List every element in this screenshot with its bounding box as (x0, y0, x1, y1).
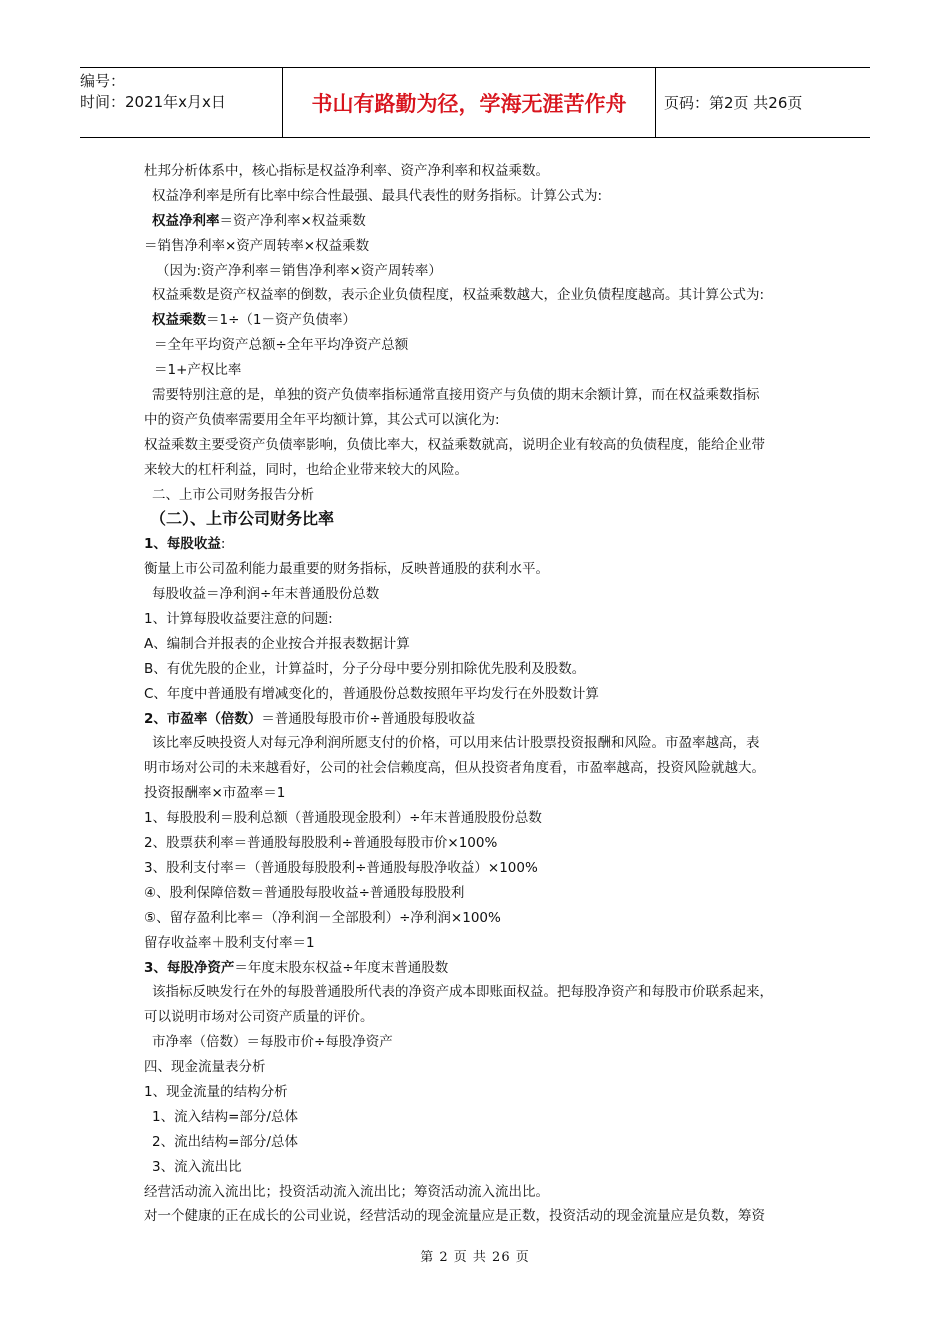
page-header (80, 67, 870, 138)
line-text: 1、流入结构=部分/总体 (152, 1108, 298, 1125)
text-line (144, 731, 814, 756)
text-line (144, 209, 814, 234)
text-line (144, 980, 814, 1005)
text-line (144, 1130, 814, 1155)
document-number-label: 编号： (80, 72, 126, 90)
line-text: ＝1+产权比率 (154, 362, 242, 379)
text-line (144, 1080, 814, 1105)
line-text: 1、计算每股收益要注意的问题: (144, 611, 333, 628)
line-text: ④、股利保障倍数＝普通股每股收益÷普通股每股股利 (144, 884, 465, 901)
line-text: 权益净利率是所有比率中综合性最强、最具代表性的财务指标。计算公式为: (152, 187, 603, 204)
text-line (144, 781, 814, 806)
line-text: 市净率（倍数）＝每股市价÷每股净资产 (152, 1034, 393, 1051)
bold-term: 权益乘数 (152, 312, 206, 329)
line-text: 需要特别注意的是，单独的资产负债率指标通常直接用资产与负债的期末余额计算，而在权益乘数指标 (152, 387, 760, 404)
text-line (144, 507, 814, 532)
line-text: ＝全年平均资产总额÷全年平均净资产总额 (154, 337, 409, 354)
text-line (144, 283, 814, 308)
line-text: C、年度中普通股有增减变化的，普通股份总数按照年平均发行在外股数计算 (144, 685, 599, 702)
line-text: （因为:资产净利率＝销售净利率×资产周转率） (156, 262, 442, 279)
line-text: 3、股利支付率＝（普通股每股股利÷普通股每股净收益）×100% (144, 859, 538, 876)
line-text: 每股收益＝净利润÷年末普通股份总数 (152, 586, 380, 603)
text-line (144, 458, 814, 483)
bold-term: 1、每股收益 (144, 536, 221, 553)
text-line (144, 1030, 814, 1055)
line-text: （二）、上市公司财务比率 (150, 509, 335, 529)
text-line (144, 1155, 814, 1180)
line-text: ＝1÷（1－资产负债率） (206, 312, 356, 329)
page-footer: 第 2 页 共 26 页 (420, 1250, 530, 1265)
text-line (144, 956, 814, 981)
document-body (144, 159, 814, 1229)
line-text: 留存收益率＋股利支付率＝1 (144, 934, 315, 951)
text-line (144, 856, 814, 881)
text-line (144, 383, 814, 408)
line-text: 经营活动流入流出比；投资活动流入流出比；筹资活动流入流出比。 (144, 1183, 549, 1200)
header-meta (80, 68, 282, 137)
line-text: 权益乘数主要受资产负债率影响，负债比率大，权益乘数就高，说明企业有较高的负债程度，能给企业带 (144, 436, 765, 453)
text-line (144, 906, 814, 931)
bold-term: 权益净利率 (152, 212, 220, 229)
text-line (144, 333, 814, 358)
text-line (144, 259, 814, 284)
line-text: ＝资产净利率×权益乘数 (219, 212, 366, 229)
line-text: 1、每股股利＝股利总额（普通股现金股利）÷年末普通股股份总数 (144, 810, 542, 827)
line-text: 1、现金流量的结构分析 (144, 1083, 288, 1100)
line-text: ＝年度末股东权益÷年度末普通股数 (234, 959, 449, 976)
text-line (144, 582, 814, 607)
text-line (144, 358, 814, 383)
text-line (144, 408, 814, 433)
text-line (144, 1005, 814, 1030)
text-line (144, 831, 814, 856)
bold-term: 3、每股净资产 (144, 959, 235, 976)
text-line (144, 657, 814, 682)
text-line (144, 483, 814, 508)
text-line (144, 756, 814, 781)
line-text: ＝销售净利率×资产周转率×权益乘数 (144, 237, 370, 254)
text-line (144, 806, 814, 831)
line-text: 权益乘数是资产权益率的倒数，表示企业负债程度，权益乘数越大，企业负债程度越高。其计算公式为: (152, 287, 765, 304)
text-line (144, 1180, 814, 1205)
line-text: : (220, 536, 226, 553)
text-line (144, 632, 814, 657)
line-text: 二、上市公司财务报告分析 (152, 486, 314, 503)
text-line (144, 931, 814, 956)
line-text: A、编制合并报表的企业按合并报表数据计算 (144, 635, 410, 652)
line-text: ＝普通股每股市价÷普通股每股收益 (261, 710, 476, 727)
line-text: 杜邦分析体系中，核心指标是权益净利率、资产净利率和权益乘数。 (144, 163, 549, 179)
document-time-label: 时间：2021年x月x日 (80, 93, 226, 111)
line-text: 3、流入流出比 (152, 1158, 242, 1175)
text-line (144, 308, 814, 333)
line-text: B、有优先股的企业，计算益时，分子分母中要分别扣除优先股利及股数。 (144, 660, 586, 677)
line-text: 对一个健康的正在成长的公司业说，经营活动的现金流量应是正数，投资活动的现金流量应是负数，筹资 (144, 1208, 765, 1225)
line-text: ⑤、留存盈利比率＝（净利润－全部股利）÷净利润×100% (144, 909, 501, 926)
text-line (144, 707, 814, 732)
text-line (144, 607, 814, 632)
line-text: 2、流出结构=部分/总体 (152, 1133, 298, 1150)
text-line (144, 234, 814, 259)
header-motto: 书山有路勤为径，学海无涯苦作舟 (282, 68, 656, 137)
line-text: 明市场对公司的未来越看好，公司的社会信赖度高，但从投资者角度看，市盈率越高，投资风险就越大。 (144, 760, 765, 777)
text-line (144, 881, 814, 906)
text-line (144, 433, 814, 458)
line-text: 2、股票获利率＝普通股每股股利÷普通股每股市价×100% (144, 835, 498, 852)
text-line (144, 1204, 814, 1229)
text-line (144, 1055, 814, 1080)
text-line (144, 1105, 814, 1130)
line-text: 投资报酬率×市盈率＝1 (144, 785, 286, 802)
line-text: 可以说明市场对公司资产质量的评价。 (144, 1009, 374, 1026)
text-line (144, 682, 814, 707)
text-line (144, 532, 814, 557)
text-line (144, 184, 814, 209)
line-text: 该比率反映投资人对每元净利润所愿支付的价格，可以用来估计股票投资报酬和风险。市盈率越高，表 (152, 735, 760, 752)
text-line (144, 557, 814, 582)
bold-term: 2、市盈率（倍数） (144, 710, 262, 727)
header-page-code: 页码：第2页 共26页 (664, 94, 803, 112)
line-text: 衡量上市公司盈利能力最重要的财务指标，反映普通股的获利水平。 (144, 561, 549, 578)
line-text: 中的资产负债率需要用全年平均额计算，其公式可以演化为: (144, 411, 500, 428)
line-text: 来较大的杠杆利益，同时，也给企业带来较大的风险。 (144, 461, 468, 478)
text-line (144, 159, 814, 184)
line-text: 该指标反映发行在外的每股普通股所代表的净资产成本即账面权益。把每股净资产和每股市价联系起来， (152, 984, 773, 1001)
line-text: 四、现金流量表分析 (144, 1059, 266, 1076)
